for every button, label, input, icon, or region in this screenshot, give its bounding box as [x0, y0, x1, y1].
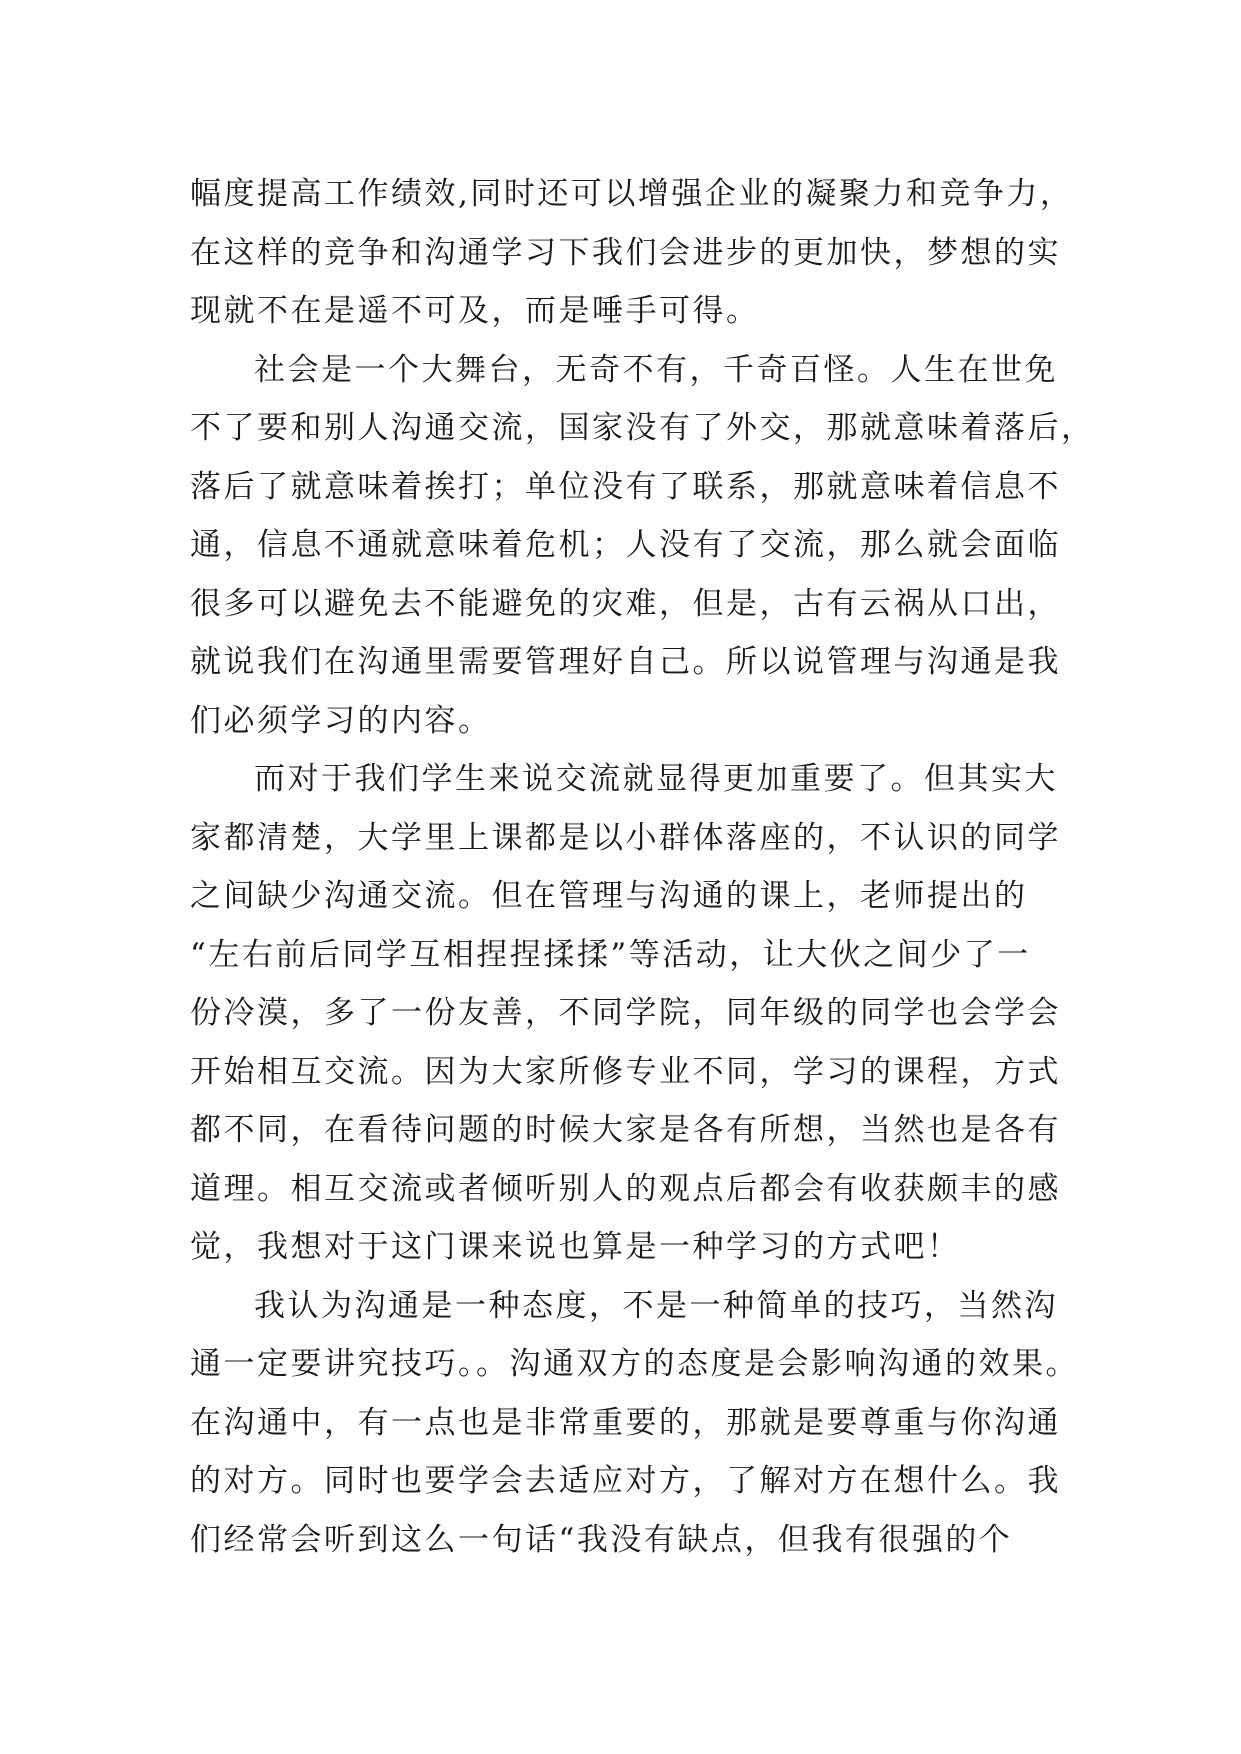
document-body [190, 165, 1095, 1569]
text-line: 现就不在是遥不可及，而是唾手可得。 [190, 293, 760, 329]
text-line: 们必须学习的内容。 [190, 702, 492, 739]
text-line: 的对方。同时也要学会去适应对方，了解对方在想什么。我 [190, 1463, 1061, 1499]
text-line: 不了要和别人沟通交流，国家没有了外交，那就意味着落后， [190, 410, 1095, 446]
text-line: 道理。相互交流或者倾听别人的观点后都会有收获颇丰的感 [190, 1170, 1061, 1207]
text-line: 开始相互交流。因为大家所修专业不同，学习的课程，方式 [190, 1053, 1061, 1090]
text-line: 就说我们在沟通里需要管理好自己。所以说管理与沟通是我 [190, 644, 1061, 680]
text-line: 而对于我们学生来说交流就显得更加重要了。但其实大 [254, 761, 1058, 797]
text-line: 觉，我想对于这门课来说也算是一种学习的方式吧！ [190, 1229, 961, 1265]
text-line: 之间缺少沟通交流。但在管理与沟通的课上，老师提出的 [190, 878, 1028, 914]
text-line: 很多可以避免去不能避免的灾难，但是，古有云祸从口出， [190, 585, 1061, 622]
text-line: 们经常会听到这么一句话“我没有缺点，但我有很强的个 [190, 1521, 1013, 1558]
text-line: 通一定要讲究技巧。。沟通双方的态度是会影响沟通的效果。 [190, 1346, 1079, 1382]
text-line: 家都清楚，大学里上课都是以小群体落座的，不认识的同学 [190, 819, 1061, 856]
text-line: 份冷漠，多了一份友善，不同学院，同年级的同学也会学会 [190, 995, 1061, 1031]
text-line: 都不同，在看待问题的时候大家是各有所想，当然也是各有 [190, 1112, 1061, 1148]
text-line: 我认为沟通是一种态度，不是一种简单的技巧，当然沟 [254, 1287, 1058, 1324]
text-line: 在这样的竞争和沟通学习下我们会进步的更加快，梦想的实 [190, 234, 1061, 271]
text-line: “左右前后同学互相捏捏揉揉”等活动，让大伙之间少了一 [190, 936, 1031, 973]
text-line: 落后了就意味着挨打；单位没有了联系，那就意味着信息不 [190, 468, 1061, 505]
text-line: 幅度提高工作绩效,同时还可以增强企业的凝聚力和竞争力， [190, 176, 1074, 212]
text-line: 社会是一个大舞台，无奇不有，千奇百怪。人生在世免 [254, 351, 1058, 388]
text-line: 在沟通中，有一点也是非常重要的，那就是要尊重与你沟通 [190, 1404, 1061, 1441]
text-line: 通，信息不通就意味着危机；人没有了交流，那么就会面临 [190, 527, 1061, 563]
